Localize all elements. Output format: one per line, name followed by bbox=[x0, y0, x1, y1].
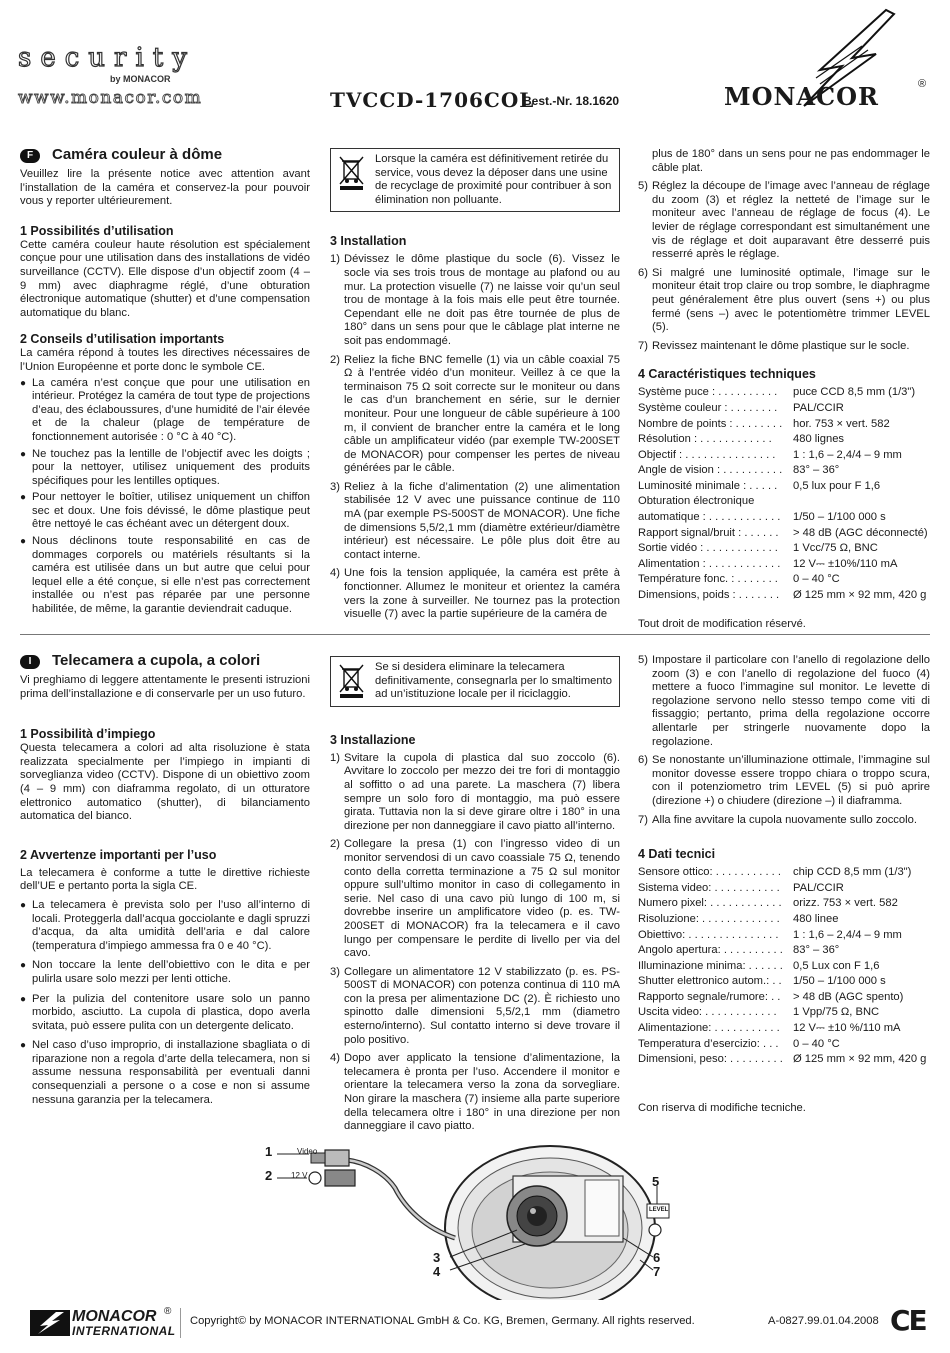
list-item: 2) Collegare la presa (1) con l’ingresso video di un monitor servendosi di un cavo coassiale 75 Ω, tenendo conto della corretta terminazione a 75 Ω sul monitor oppure sull’ultimo monitor in caso di collegamento in serie. Nel caso di una cavo più lungo di 100 m, si dovrebbe inserire un amplificatore video (p. es. TW-200SET di MONACOR) fra la telecamera e il cavo lungo per compensare le perdite di livello per via del cavo. bbox=[330, 838, 620, 960]
fr-section-3-title: 3 Installation bbox=[330, 234, 407, 249]
table-row: Objectif : . . . . . . . . . . . . . . . 1 : 1,6 – 2,4/4 – 9 mm bbox=[638, 448, 902, 461]
fr-safety-list bbox=[20, 377, 310, 617]
fr-section-1-text: Cette caméra couleur haute résolution est spécialement conçue pour une utilisation dans des installations de vidéo surveillance (CCTV). Elle dispose d’un objectif zoom (4 – 9 mm) avec diaphragme réglé, d’une obturation électronique automatique (shutter) et d’une compensation automatique du blanc. bbox=[20, 238, 310, 319]
list-item: 1) Svitare la cupola di plastica dal suo zoccolo (6). Avvitare lo zoccolo per mezzo dei tre fori di montaggio al soffitto o ad una parete. La maschera (7) libera sempre un solo foro di montaggio, ma può essere girata. Tuttavia non la si deve girare oltre i 180° in una direzione per non danneggiare il cavo piatto all’interno. bbox=[330, 751, 620, 832]
fr-title: F Caméra couleur à dôme bbox=[20, 146, 310, 164]
table-row: Résolution : . . . . . . . . . . . . 480 lignes bbox=[638, 433, 845, 446]
footer bbox=[0, 1300, 950, 1353]
list-item: 5) Impostare il particolare con l’anello di regolazione dello zoom (3) e con l’anello di regolazione del fuoco (4) mettere a fuoco l’immagine sul monitor. Le levette di regolazione servono nello stesso tempo come viti di fissaggio; pertanto, prima della regolazione occorre allentarle per stringerle nuovamente dopo la regolazione. bbox=[638, 654, 930, 748]
camera-drawing bbox=[255, 1118, 685, 1300]
table-row: Alimentation : . . . . . . . . . . . . 12 V⎓ ±10%/110 mA bbox=[638, 557, 898, 570]
it-title: I Telecamera a cupola, a colori bbox=[20, 652, 310, 670]
section-divider bbox=[20, 634, 930, 635]
table-row: Risoluzione: . . . . . . . . . . . . . 480 linee bbox=[638, 912, 839, 925]
copyright: Copyright© by MONACOR INTERNATIONAL GmbH & Co. KG, Bremen, Germany. All rights reserved. bbox=[190, 1315, 695, 1327]
fr-section-4-title: 4 Caractéristiques techniques bbox=[638, 367, 816, 382]
callout-7: 7 bbox=[653, 1264, 661, 1279]
it-column-2 bbox=[330, 656, 620, 1139]
list-item: ● Ne touchez pas la lentille de l’objectif avec les doigts ; pour la nettoyer, utilisez uniquement des produits spécifiques pour les lentilles optiques. bbox=[20, 448, 310, 489]
ce-mark-icon: CE bbox=[890, 1304, 926, 1337]
it-install-steps bbox=[330, 752, 620, 1134]
table-row: Numero pixel: . . . . . . . . . . . . orizz. 753 × vert. 582 bbox=[638, 897, 898, 910]
crossed-bin-icon bbox=[337, 662, 367, 698]
list-item: 4) Une fois la tension appliquée, la caméra est prête à fonctionner. Allumez le moniteur et orientez la caméra vers la zone à surveiller. Ne tournez pas la protection visuelle (7) avec la partie supérieure de la caméra de bbox=[330, 567, 620, 621]
table-row: automatique : . . . . . . . . . . . . 1/50 – 1/100 000 s bbox=[638, 511, 886, 524]
order-number: Best.-Nr. 18.1620 bbox=[523, 94, 620, 108]
callout-3: 3 bbox=[433, 1250, 441, 1265]
table-row: Sistema video: . . . . . . . . . . . PAL/CCIR bbox=[638, 881, 844, 894]
list-item: ● La caméra n’est conçue que pour une utilisation en intérieur. Protégez la caméra de tout type de projections d’eau, des éclaboussures, d’une humidité de l’air élevée et de la chaleur (plage de température de fonctionnement autorisée : 0 °C à 40 °C). bbox=[20, 377, 310, 445]
table-row: Obturation électronique bbox=[638, 495, 755, 508]
list-item: 3) Collegare un alimentatore 12 V stabilizzato (p. es. PS-500ST di MONACOR) con potenza continua di 110 mA con la presa per alimentazione DC (2). È richiesto uno spinotto dalle dimensioni 5,5/2,1 mm (diametro esterno/interno). Sul contatto interno si deve trovare il polo positivo. bbox=[330, 965, 620, 1046]
list-item: plus de 180° dans un sens pour ne pas endommager le câble plat. bbox=[652, 148, 930, 174]
list-item: ● Pour nettoyer le boîtier, utilisez uniquement un chiffon sec et doux. Une fois dévissé, le dôme plastique peut être nettoyé le cas échéant avec un détergent doux. bbox=[20, 491, 310, 532]
fr-section-1-title: 1 Possibilités d’utilisation bbox=[20, 223, 174, 238]
fr-intro: Veuillez lire la présente notice avec attention avant l’installation de la caméra et conservez-la pour pouvoir vous y reporter ultérieurement. bbox=[20, 168, 310, 208]
table-row: Angle de vision : . . . . . . . . . . 83° – 36° bbox=[638, 464, 840, 477]
it-spec-table bbox=[638, 865, 930, 1068]
level-label: LEVEL bbox=[649, 1207, 669, 1213]
power-label: 12 V bbox=[291, 1171, 308, 1180]
it-install-steps-cont bbox=[638, 654, 930, 827]
it-section-2-text: La telecamera è conforme a tutte le direttive richieste dell’UE e pertanto porta la sigla CE. bbox=[20, 866, 310, 893]
fr-footnote: Tout droit de modification réservé. bbox=[638, 617, 806, 630]
list-item: 2) Reliez la fiche BNC femelle (1) via un câble coaxial 75 Ω à l’entrée vidéo d’un moniteur. Veillez à ce que la terminaison 75 Ω soit correcte sur le moniteur ou dans le cas d’un branchement en série, sur le dernier moniteur. Pour une longueur de câble supérieure à 100 m, il convient de brancher entre la caméra et le long câble un amplificateur vidéo (par exemple TW-200SET de MONACOR) pour compenser les pertes de niveau générées par le câble. bbox=[330, 353, 620, 475]
fr-section-2-title: 2 Conseils d’utilisation importants bbox=[20, 332, 225, 347]
table-row: Rapporto segnale/rumore: . . > 48 dB (AGC spento) bbox=[638, 990, 904, 1003]
list-item: 1) Dévissez le dôme plastique du socle (6). Vissez le socle via ses trois trous de montage au plafond ou au mur. La protection visuelle (7) ne laisse voir qu’un seul trou de montage à la fois mais elle peut être tournée. Cependant elle ne doit pas être tournée de plus de 180° dans un sens pour que le câblage plat interne ne soit pas endommagé. bbox=[330, 253, 620, 347]
fr-column-1 bbox=[20, 146, 310, 620]
table-row: Sortie vidéo : . . . . . . . . . . . . 1 Vcc/75 Ω, BNC bbox=[638, 542, 878, 555]
list-item: 3) Reliez à la fiche d’alimentation (2) une alimentation stabilisée 12 V avec une puissance continue de 110 mA (par exemple PS-500ST de MONACOR). Une fiche de dimensions 5,5/2,1 mm (diamètre extérieur/diamètre intérieur) est nécessaire. Le pôle plus doit être au contact interne. bbox=[330, 480, 620, 561]
table-row: Température fonc. : . . . . . . . 0 – 40 °C bbox=[638, 573, 840, 586]
list-item: 7) Alla fine avvitare la cupola nuovamente sullo zoccolo. bbox=[638, 813, 917, 826]
list-item: 6) Se nonostante un’illuminazione ottimale, l’immagine sul monitor dovesse essere troppo chiara o troppo scura, con il potenziometro trim LEVEL (5) si può aprire (direzione +) o chiudere (direzione –) il diaframma. bbox=[638, 754, 930, 807]
it-section-1-title: 1 Possibilità d’impiego bbox=[20, 727, 156, 742]
table-row: Obiettivo: . . . . . . . . . . . . . . . 1 : 1,6 – 2,4/4 – 9 mm bbox=[638, 928, 902, 941]
it-column-3 bbox=[638, 654, 930, 1115]
brand-by: by MONACOR bbox=[110, 74, 171, 84]
website-link[interactable]: www.monacor.com bbox=[18, 88, 203, 108]
list-item: ● La telecamera è prevista solo per l’uso all’interno di locali. Proteggerla dall’acqua gocciolante e dagli spruzzi d’acqua, da alta umidità dell’aria e dal calore (temperatura d’impiego ammessa fra 0 e 40 °C). bbox=[20, 899, 310, 953]
table-row: Luminosité minimale : . . . . . 0,5 lux pour F 1,6 bbox=[638, 479, 881, 492]
callout-5: 5 bbox=[652, 1174, 660, 1189]
table-row: Dimensioni, peso: . . . . . . . . . Ø 125 mm × 92 mm, 420 g bbox=[638, 1053, 927, 1066]
it-section-1-text: Questa telecamera a colori ad alta risoluzione è stata realizzata specialmente per l’impiego in impianti di sorveglianza video (CCTV). Dispone di un obiettivo zoom (4 – 9 mm) con diaframma regolato, di un otturatore elettronico automatico (shutter), di bilanciamento automatica del bianco. bbox=[20, 742, 310, 823]
table-row: Dimensions, poids : . . . . . . . Ø 125 mm × 92 mm, 420 g bbox=[638, 589, 927, 602]
fr-install-steps-cont bbox=[638, 148, 930, 353]
it-intro: Vi preghiamo di leggere attentamente le presenti istruzioni prima dell’installazione e di conservarle per un uso futuro. bbox=[20, 674, 310, 700]
footer-logo-bottom: INTERNATIONAL bbox=[72, 1324, 176, 1338]
it-section-4-title: 4 Dati tecnici bbox=[638, 847, 716, 862]
list-item: 7) Revissez maintenant le dôme plastique sur le socle. bbox=[638, 339, 910, 352]
it-section-3-title: 3 Installazione bbox=[330, 732, 416, 747]
table-row: Nombre de points : . . . . . . . . hor. 753 × vert. 582 bbox=[638, 417, 890, 430]
table-row: Sensore ottico: . . . . . . . . . . . chip CCD 8,5 mm (1/3") bbox=[638, 866, 912, 879]
monacor-logo: MONACOR bbox=[724, 82, 879, 111]
fr-install-steps bbox=[330, 253, 620, 621]
table-row: Uscita video: . . . . . . . . . . . . 1 Vpp/75 Ω, BNC bbox=[638, 1006, 880, 1019]
document-code: A-0827.99.01.04.2008 bbox=[768, 1315, 879, 1327]
fr-section-2-text: La caméra répond à toutes les directives nécessaires de l’Union Européenne et porte donc le symbole CE. bbox=[20, 347, 310, 373]
it-safety-list bbox=[20, 899, 310, 1107]
callout-2: 2 bbox=[265, 1168, 273, 1183]
list-item: 4) Dopo aver applicato la tensione d’alimentazione, la telecamera è pronta per l’uso. Accendere il monitor e orientare la telecamera verso la zona da sorvegliare. Non girare la maschera (7) insieme alla parte superiore della telecamera oltre i 180° in una direzione per non danneggiare il cavo piatto. bbox=[330, 1052, 620, 1133]
table-row: Illuminazione minima: . . . . . . 0,5 Lux con F 1,6 bbox=[638, 959, 880, 972]
list-item: ● Nous déclinons toute responsabilité en cas de dommages corporels ou matériels résultants si la caméra est utilisée dans un but autre que celui pour lequel elle a été conçue, si elle n’est pas correctement installée ou n’est pas réparée par une personne habilitée, de même, la garantie deviendrait caduque. bbox=[20, 535, 310, 617]
model-number: TVCCD-1706COL bbox=[330, 88, 535, 112]
table-row: Shutter elettronico autom.: . . 1/50 – 1/100 000 s bbox=[638, 975, 886, 988]
table-row: Temperatura d’esercizio: . . . 0 – 40 °C bbox=[638, 1037, 840, 1050]
callout-1: 1 bbox=[265, 1144, 273, 1159]
callout-4: 4 bbox=[433, 1264, 441, 1279]
fr-language-badge: F bbox=[20, 149, 40, 163]
list-item: ● Non toccare la lente dell’obiettivo con le dita e per pulirla usare solo mezzi per lenti ottiche. bbox=[20, 959, 310, 986]
crossed-bin-icon bbox=[337, 154, 367, 190]
table-row: Alimentazione: . . . . . . . . . . . 12 V⎓ ±10 %/110 mA bbox=[638, 1022, 901, 1035]
video-label: Video bbox=[297, 1147, 318, 1156]
brand-series: security bbox=[18, 43, 196, 73]
camera-diagram bbox=[255, 1118, 685, 1300]
list-item: ● Nel caso d’uso improprio, di installazione sbagliata o di riparazione non a regola d’arte della telecamera, non si assume nessuna responsabilità per eventuali danni consequenziali a persone o a cose e non si assume nessuna garanzia per la telecamera. bbox=[20, 1039, 310, 1107]
table-row: Angolo apertura: . . . . . . . . . . 83° – 36° bbox=[638, 944, 840, 957]
registered-mark: ® bbox=[918, 78, 927, 90]
callout-6: 6 bbox=[653, 1250, 661, 1265]
table-row: Système couleur : . . . . . . . . PAL/CCIR bbox=[638, 401, 844, 414]
it-language-badge: I bbox=[20, 655, 40, 669]
table-row: Rapport signal/bruit : . . . . . . > 48 dB (AGC déconnecté) bbox=[638, 526, 928, 539]
fr-recycling-notice: Lorsque la caméra est définitivement retirée du service, vous devez la déposer dans une usine de recyclage de proximité pour contribuer à son élimination non polluante. bbox=[330, 148, 620, 212]
footer-logo-top: MONACOR bbox=[72, 1308, 157, 1325]
it-recycling-notice: Se si desidera eliminare la telecamera definitivamente, consegnarla per lo smaltimento ad un’istituzione locale per il riciclaggio. bbox=[330, 656, 620, 707]
footer-divider bbox=[180, 1308, 181, 1338]
it-column-1 bbox=[20, 652, 310, 1110]
fr-column-2 bbox=[330, 148, 620, 627]
fr-spec-table bbox=[638, 385, 930, 603]
list-item: 5) Réglez la découpe de l’image avec l’anneau de réglage du zoom (3) et réglez la netteté de l’image sur le moniteur avec l’anneau de réglage de focus (4). Le levier de réglage correspondant est simultanément une vis de réglage et doit auparavant être desserré puis resserré après le réglage. bbox=[638, 180, 930, 261]
header bbox=[0, 0, 950, 118]
list-item: 6) Si malgré une luminosité optimale, l’image sur le moniteur était trop claire ou trop sombre, le diaphragme peut généralement être plus ouvert (sens +) ou plus fermé (sens –) avec le potentiomètre trimmer LEVEL (5). bbox=[638, 266, 930, 334]
list-item: ● Per la pulizia del contenitore usare solo un panno morbido, asciutto. La cupola di plastica, dopo averla svitata, può essere pulita con un detergente delicato. bbox=[20, 993, 310, 1034]
it-section-2-title: 2 Avvertenze importanti per l’uso bbox=[20, 847, 217, 862]
monacor-international-logo-icon bbox=[30, 1310, 70, 1336]
fr-column-3 bbox=[638, 148, 930, 631]
footer-registered-mark: ® bbox=[164, 1306, 172, 1317]
it-footnote: Con riserva di modifiche tecniche. bbox=[638, 1101, 806, 1114]
table-row: Système puce : . . . . . . . . . . puce CCD 8,5 mm (1/3") bbox=[638, 386, 916, 399]
